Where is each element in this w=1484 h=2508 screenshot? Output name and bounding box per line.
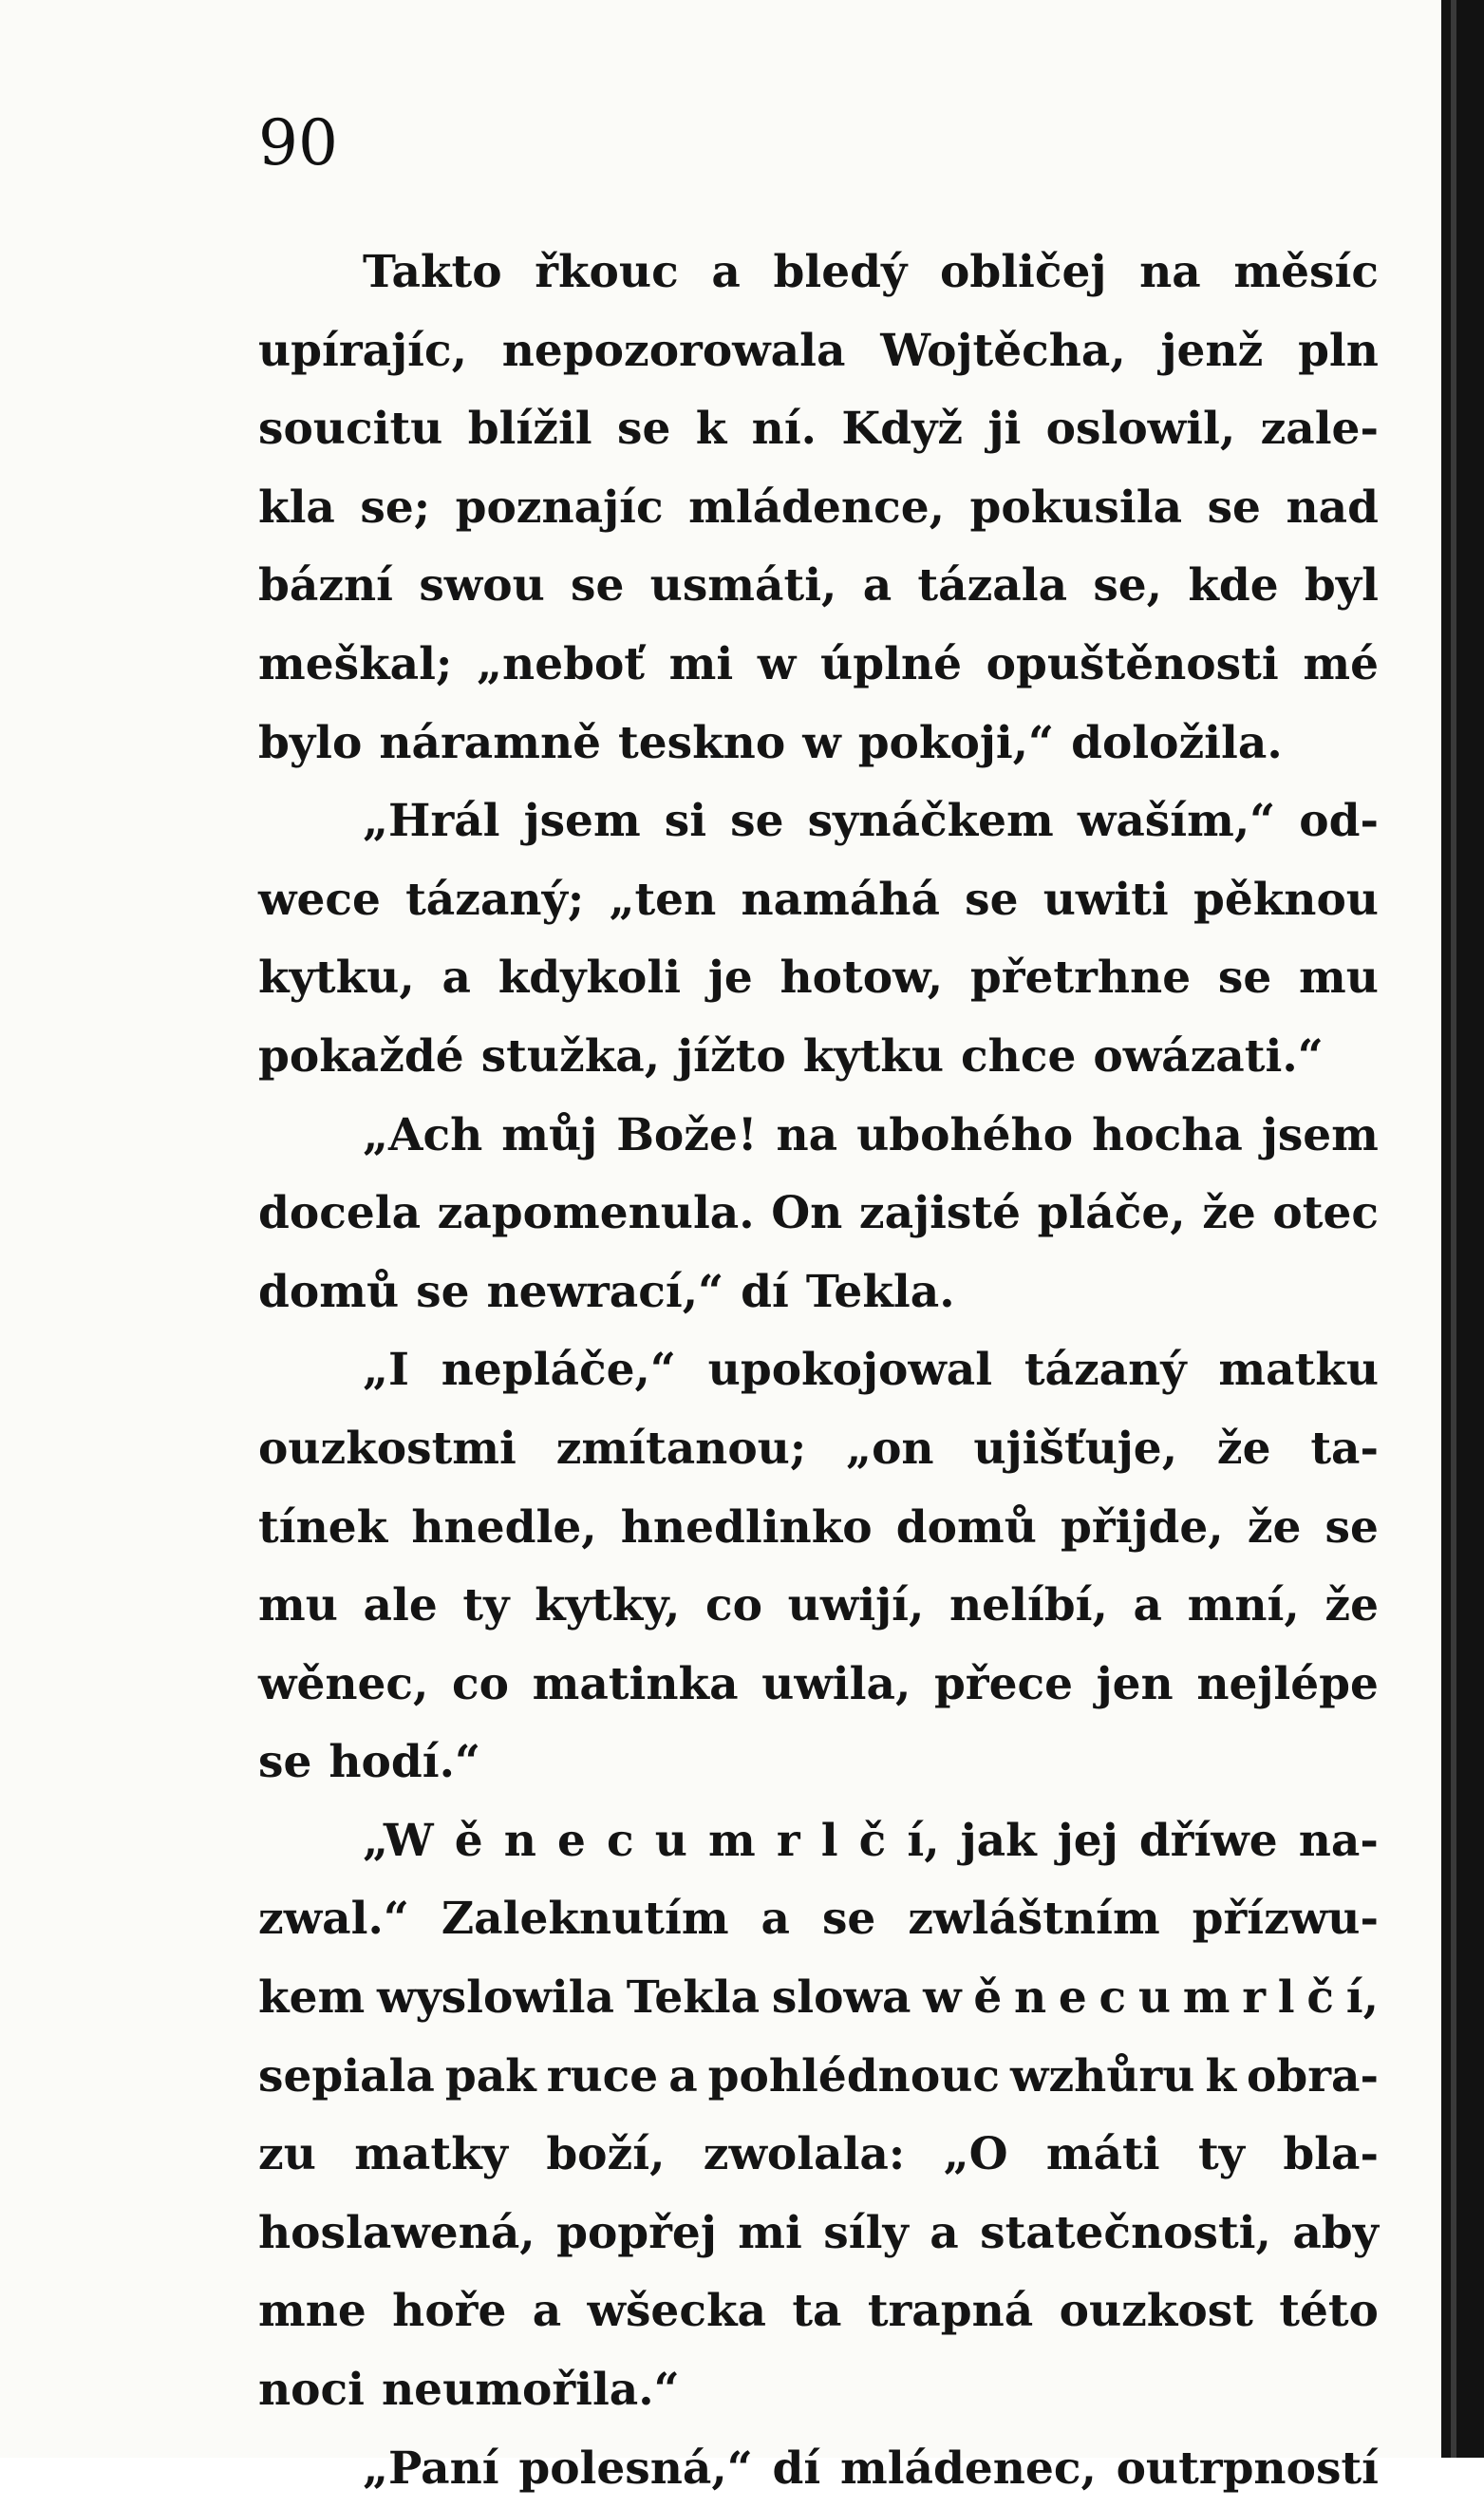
- word: mne: [258, 2285, 366, 2338]
- word: řkouc: [535, 246, 679, 298]
- word: jsem: [523, 795, 641, 848]
- word: přijde,: [1061, 1500, 1224, 1554]
- word: wece: [258, 873, 381, 926]
- word: mi: [668, 637, 734, 690]
- word: se: [965, 873, 1019, 926]
- word: dí: [741, 1265, 789, 1318]
- word: poznajíc: [455, 481, 664, 534]
- word: k: [695, 403, 727, 456]
- word: že: [1247, 1500, 1302, 1554]
- text-line: [258, 1724, 1379, 1802]
- word: n: [1013, 1971, 1047, 2025]
- word: „ten: [609, 873, 717, 926]
- text-line: [258, 469, 1379, 548]
- word: č: [1306, 1971, 1334, 2025]
- word: e: [1058, 1971, 1087, 2025]
- word: aby: [1292, 2206, 1379, 2259]
- body-text: [258, 234, 1379, 2508]
- word: uwila,: [761, 1657, 911, 1710]
- word: w: [802, 716, 841, 769]
- word: se: [258, 1736, 312, 1789]
- word: měsíc: [1233, 246, 1379, 298]
- word: chce: [961, 1029, 1077, 1083]
- word: že: [1216, 1422, 1271, 1475]
- word: n: [503, 1814, 536, 1867]
- word: upokojowal: [707, 1344, 993, 1397]
- word: matinka: [532, 1657, 739, 1710]
- word: hoře: [392, 2285, 507, 2338]
- word: kdykoli: [498, 952, 682, 1005]
- word: zale-: [1260, 403, 1379, 456]
- word: na: [1139, 246, 1201, 298]
- page-number: 90: [258, 106, 338, 179]
- text-line: [258, 312, 1379, 391]
- word: bla-: [1283, 2128, 1379, 2181]
- word: hocha: [1092, 1108, 1243, 1161]
- word: sepiala: [258, 2049, 435, 2103]
- word: u: [654, 1814, 687, 1867]
- text-line: [258, 939, 1379, 1018]
- text-line: [258, 1489, 1379, 1568]
- word: u: [1137, 1971, 1172, 2025]
- word: „on: [846, 1422, 934, 1475]
- word: byl: [1304, 559, 1379, 613]
- word: On: [771, 1187, 843, 1240]
- word: trapná: [867, 2285, 1034, 2338]
- word: „I: [363, 1344, 410, 1397]
- word: obra-: [1247, 2049, 1379, 2103]
- word: mní,: [1187, 1579, 1300, 1632]
- word: jenž: [1160, 324, 1264, 377]
- word: hodí.“: [329, 1736, 481, 1789]
- word: matky: [354, 2128, 508, 2181]
- word: docela: [258, 1187, 422, 1240]
- text-line: [258, 2116, 1379, 2195]
- word: „Ach: [363, 1108, 483, 1161]
- word: l: [1277, 1971, 1295, 2025]
- word: w: [923, 1971, 962, 2025]
- word: že: [1324, 1579, 1379, 1632]
- word: zwláštním: [908, 1893, 1160, 1946]
- text-line: [258, 2038, 1379, 2117]
- word: soucitu: [258, 403, 443, 456]
- word: zmítanou;: [555, 1422, 807, 1475]
- word: l: [820, 1814, 838, 1867]
- word: zajisté: [858, 1187, 1021, 1240]
- word: jížto: [677, 1029, 786, 1083]
- word: „neboť: [476, 637, 646, 690]
- word: w: [757, 637, 797, 690]
- word: se: [571, 559, 625, 613]
- word: Tekla.: [805, 1265, 955, 1318]
- page-edge-shadow: [1441, 0, 1484, 2458]
- text-line: [258, 547, 1379, 626]
- word: hoslawená,: [258, 2206, 535, 2259]
- word: si: [664, 795, 707, 848]
- word: zwolala:: [703, 2128, 906, 2181]
- word: „O: [943, 2128, 1008, 2181]
- text-line: [258, 234, 1379, 312]
- word: mu: [1299, 952, 1379, 1005]
- word: od-: [1299, 795, 1379, 848]
- word: ruce: [546, 2049, 659, 2103]
- word: a: [862, 559, 892, 613]
- text-line: [258, 390, 1379, 469]
- word: uwijí,: [787, 1579, 925, 1632]
- word: newrací,“: [486, 1265, 724, 1318]
- word: „W: [363, 1814, 434, 1867]
- word: zwal.“: [258, 1893, 409, 1946]
- word: a: [532, 2285, 562, 2338]
- word: uwiti: [1043, 873, 1169, 926]
- word: tázaný;: [405, 873, 585, 926]
- word: se: [1207, 481, 1261, 534]
- text-line: [258, 1331, 1379, 1410]
- word: se: [617, 403, 671, 456]
- word: í,: [1345, 1971, 1379, 2025]
- word: se: [1217, 952, 1272, 1005]
- text-line: [258, 2430, 1379, 2508]
- word: se;: [360, 481, 431, 534]
- word: a: [761, 1893, 790, 1946]
- word: nepláče,“: [441, 1344, 676, 1397]
- word: bylo: [258, 716, 363, 769]
- text-line: [258, 705, 1379, 783]
- word: mu: [258, 1579, 338, 1632]
- word: outrpností: [1116, 2442, 1379, 2495]
- word: m: [708, 1814, 756, 1867]
- text-line: [258, 861, 1379, 940]
- word: jak: [960, 1814, 1037, 1867]
- word: bledý: [773, 246, 908, 298]
- word: „Hrál: [363, 795, 500, 848]
- word: kem: [258, 1971, 366, 2025]
- word: pokoji,“: [857, 716, 1055, 769]
- word: ji: [987, 403, 1022, 456]
- word: ě: [973, 1971, 1003, 2025]
- text-line: [258, 783, 1379, 861]
- word: Zaleknutím: [441, 1893, 729, 1946]
- word: Takto: [363, 246, 502, 298]
- word: co: [452, 1657, 509, 1710]
- word: ouzkost: [1059, 2285, 1253, 2338]
- word: obličej: [939, 246, 1107, 298]
- word: hnedlinko: [620, 1500, 873, 1554]
- word: nepozorowala: [501, 324, 846, 377]
- word: Bože!: [616, 1108, 758, 1161]
- word: této: [1279, 2285, 1379, 2338]
- word: přízwu-: [1192, 1893, 1379, 1946]
- word: c: [607, 1814, 634, 1867]
- text-line: [258, 1880, 1379, 1959]
- word: se: [1324, 1500, 1379, 1554]
- word: Tekla: [626, 1971, 761, 2025]
- word: wzhůru: [1010, 2049, 1195, 2103]
- word: ě: [454, 1814, 483, 1867]
- word: máti: [1045, 2128, 1160, 2181]
- word: č: [858, 1814, 887, 1867]
- text-line: [258, 1802, 1379, 1881]
- word: a: [668, 2049, 698, 2103]
- word: tázala: [917, 559, 1068, 613]
- word: doložila.: [1071, 716, 1283, 769]
- word: Wojtěcha,: [880, 324, 1126, 377]
- word: slowa: [771, 1971, 911, 2025]
- word: mé: [1303, 637, 1379, 690]
- word: dříwe: [1138, 1814, 1278, 1867]
- word: ta: [792, 2285, 842, 2338]
- word: náramně: [379, 716, 602, 769]
- word: opuštěnosti: [986, 637, 1279, 690]
- text-line: [258, 1018, 1379, 1097]
- word: ta-: [1310, 1422, 1379, 1475]
- word: wšecka: [587, 2285, 766, 2338]
- word: nelíbí,: [949, 1579, 1108, 1632]
- word: je: [707, 952, 753, 1005]
- word: namáhá: [741, 873, 940, 926]
- word: mládence,: [688, 481, 945, 534]
- word: se,: [1093, 559, 1163, 613]
- word: meškal;: [258, 637, 453, 690]
- word: bázní: [258, 559, 394, 613]
- word: se: [416, 1265, 470, 1318]
- word: dí: [772, 2442, 821, 2495]
- word: pláče,: [1037, 1187, 1186, 1240]
- word: jsem: [1261, 1108, 1379, 1161]
- word: můj: [501, 1108, 598, 1161]
- word: úplné: [820, 637, 963, 690]
- word: r: [776, 1814, 800, 1867]
- word: zu: [258, 2128, 316, 2181]
- word: oslowil,: [1045, 403, 1236, 456]
- word: se: [821, 1893, 876, 1946]
- word: jej: [1057, 1814, 1118, 1867]
- word: domů: [895, 1500, 1037, 1554]
- word: nejlépe: [1196, 1657, 1379, 1710]
- word: statečnosti,: [980, 2206, 1271, 2259]
- text-line: [258, 1254, 1379, 1332]
- word: přetrhne: [969, 952, 1192, 1005]
- text-line: [258, 1646, 1379, 1725]
- word: přece: [933, 1657, 1073, 1710]
- word: wěnec,: [258, 1657, 429, 1710]
- word: že: [1202, 1187, 1256, 1240]
- word: se: [730, 795, 784, 848]
- text-line: [258, 1410, 1379, 1489]
- word: waším,“: [1077, 795, 1276, 848]
- word: pohlédnouc: [707, 2049, 1000, 2103]
- word: teskno: [618, 716, 786, 769]
- word: hnedle,: [411, 1500, 597, 1554]
- word: ujišťuje,: [973, 1422, 1178, 1475]
- word: upírajíc,: [258, 324, 467, 377]
- word: r: [1242, 1971, 1267, 2025]
- word: neumořila.“: [382, 2364, 680, 2417]
- word: stužka,: [480, 1029, 661, 1083]
- word: kytky,: [535, 1579, 681, 1632]
- word: a: [930, 2206, 959, 2259]
- word: boží,: [546, 2128, 666, 2181]
- word: kde: [1188, 559, 1279, 613]
- word: a: [1133, 1579, 1162, 1632]
- word: kytku,: [258, 952, 415, 1005]
- word: tínek: [258, 1500, 388, 1554]
- word: zapomenula.: [437, 1187, 755, 1240]
- word: synáčkem: [807, 795, 1054, 848]
- word: co: [705, 1579, 763, 1632]
- word: otec: [1272, 1187, 1379, 1240]
- word: tázaný: [1024, 1344, 1187, 1397]
- word: usmáti,: [649, 559, 837, 613]
- word: a: [441, 952, 471, 1005]
- word: m: [1182, 1971, 1230, 2025]
- word: mi: [738, 2206, 802, 2259]
- word: matku: [1218, 1344, 1379, 1397]
- word: pak: [444, 2049, 536, 2103]
- word: pln: [1298, 324, 1379, 377]
- word: mládenec,: [839, 2442, 1097, 2495]
- word: pokaždé: [258, 1029, 464, 1083]
- word: kla: [258, 481, 335, 534]
- word: „Paní: [363, 2442, 499, 2495]
- word: ty: [462, 1579, 510, 1632]
- word: ale: [363, 1579, 438, 1632]
- word: polesná,“: [518, 2442, 753, 2495]
- word: kytku: [802, 1029, 945, 1083]
- text-line: [258, 626, 1379, 705]
- word: jen: [1096, 1657, 1174, 1710]
- text-line: [258, 2351, 1379, 2430]
- word: na-: [1298, 1814, 1379, 1867]
- text-line: [258, 2272, 1379, 2351]
- page-edge-line: [1451, 0, 1456, 2458]
- word: domů: [258, 1265, 400, 1318]
- word: ty: [1197, 2128, 1245, 2181]
- text-line: [258, 1567, 1379, 1646]
- word: a: [711, 246, 741, 298]
- word: Když: [841, 403, 964, 456]
- word: na: [776, 1108, 838, 1161]
- word: c: [1099, 1971, 1127, 2025]
- word: swou: [419, 559, 545, 613]
- text-line: [258, 1097, 1379, 1176]
- word: ní.: [751, 403, 817, 456]
- word: blížil: [467, 403, 592, 456]
- text-line: [258, 1959, 1379, 2038]
- word: síly: [823, 2206, 909, 2259]
- word: owázati.“: [1093, 1029, 1324, 1083]
- word: k: [1205, 2049, 1237, 2103]
- word: e: [557, 1814, 586, 1867]
- word: pěknou: [1193, 873, 1379, 926]
- text-line: [258, 1175, 1379, 1254]
- word: ubohého: [856, 1108, 1074, 1161]
- word: pokusila: [969, 481, 1183, 534]
- word: noci: [258, 2364, 365, 2417]
- word: nad: [1286, 481, 1379, 534]
- word: popřej: [556, 2206, 717, 2259]
- word: ouzkostmi: [258, 1422, 517, 1475]
- word: í,: [907, 1814, 940, 1867]
- text-line: [258, 2195, 1379, 2273]
- word: hotow,: [780, 952, 944, 1005]
- word: wyslowila: [376, 1971, 614, 2025]
